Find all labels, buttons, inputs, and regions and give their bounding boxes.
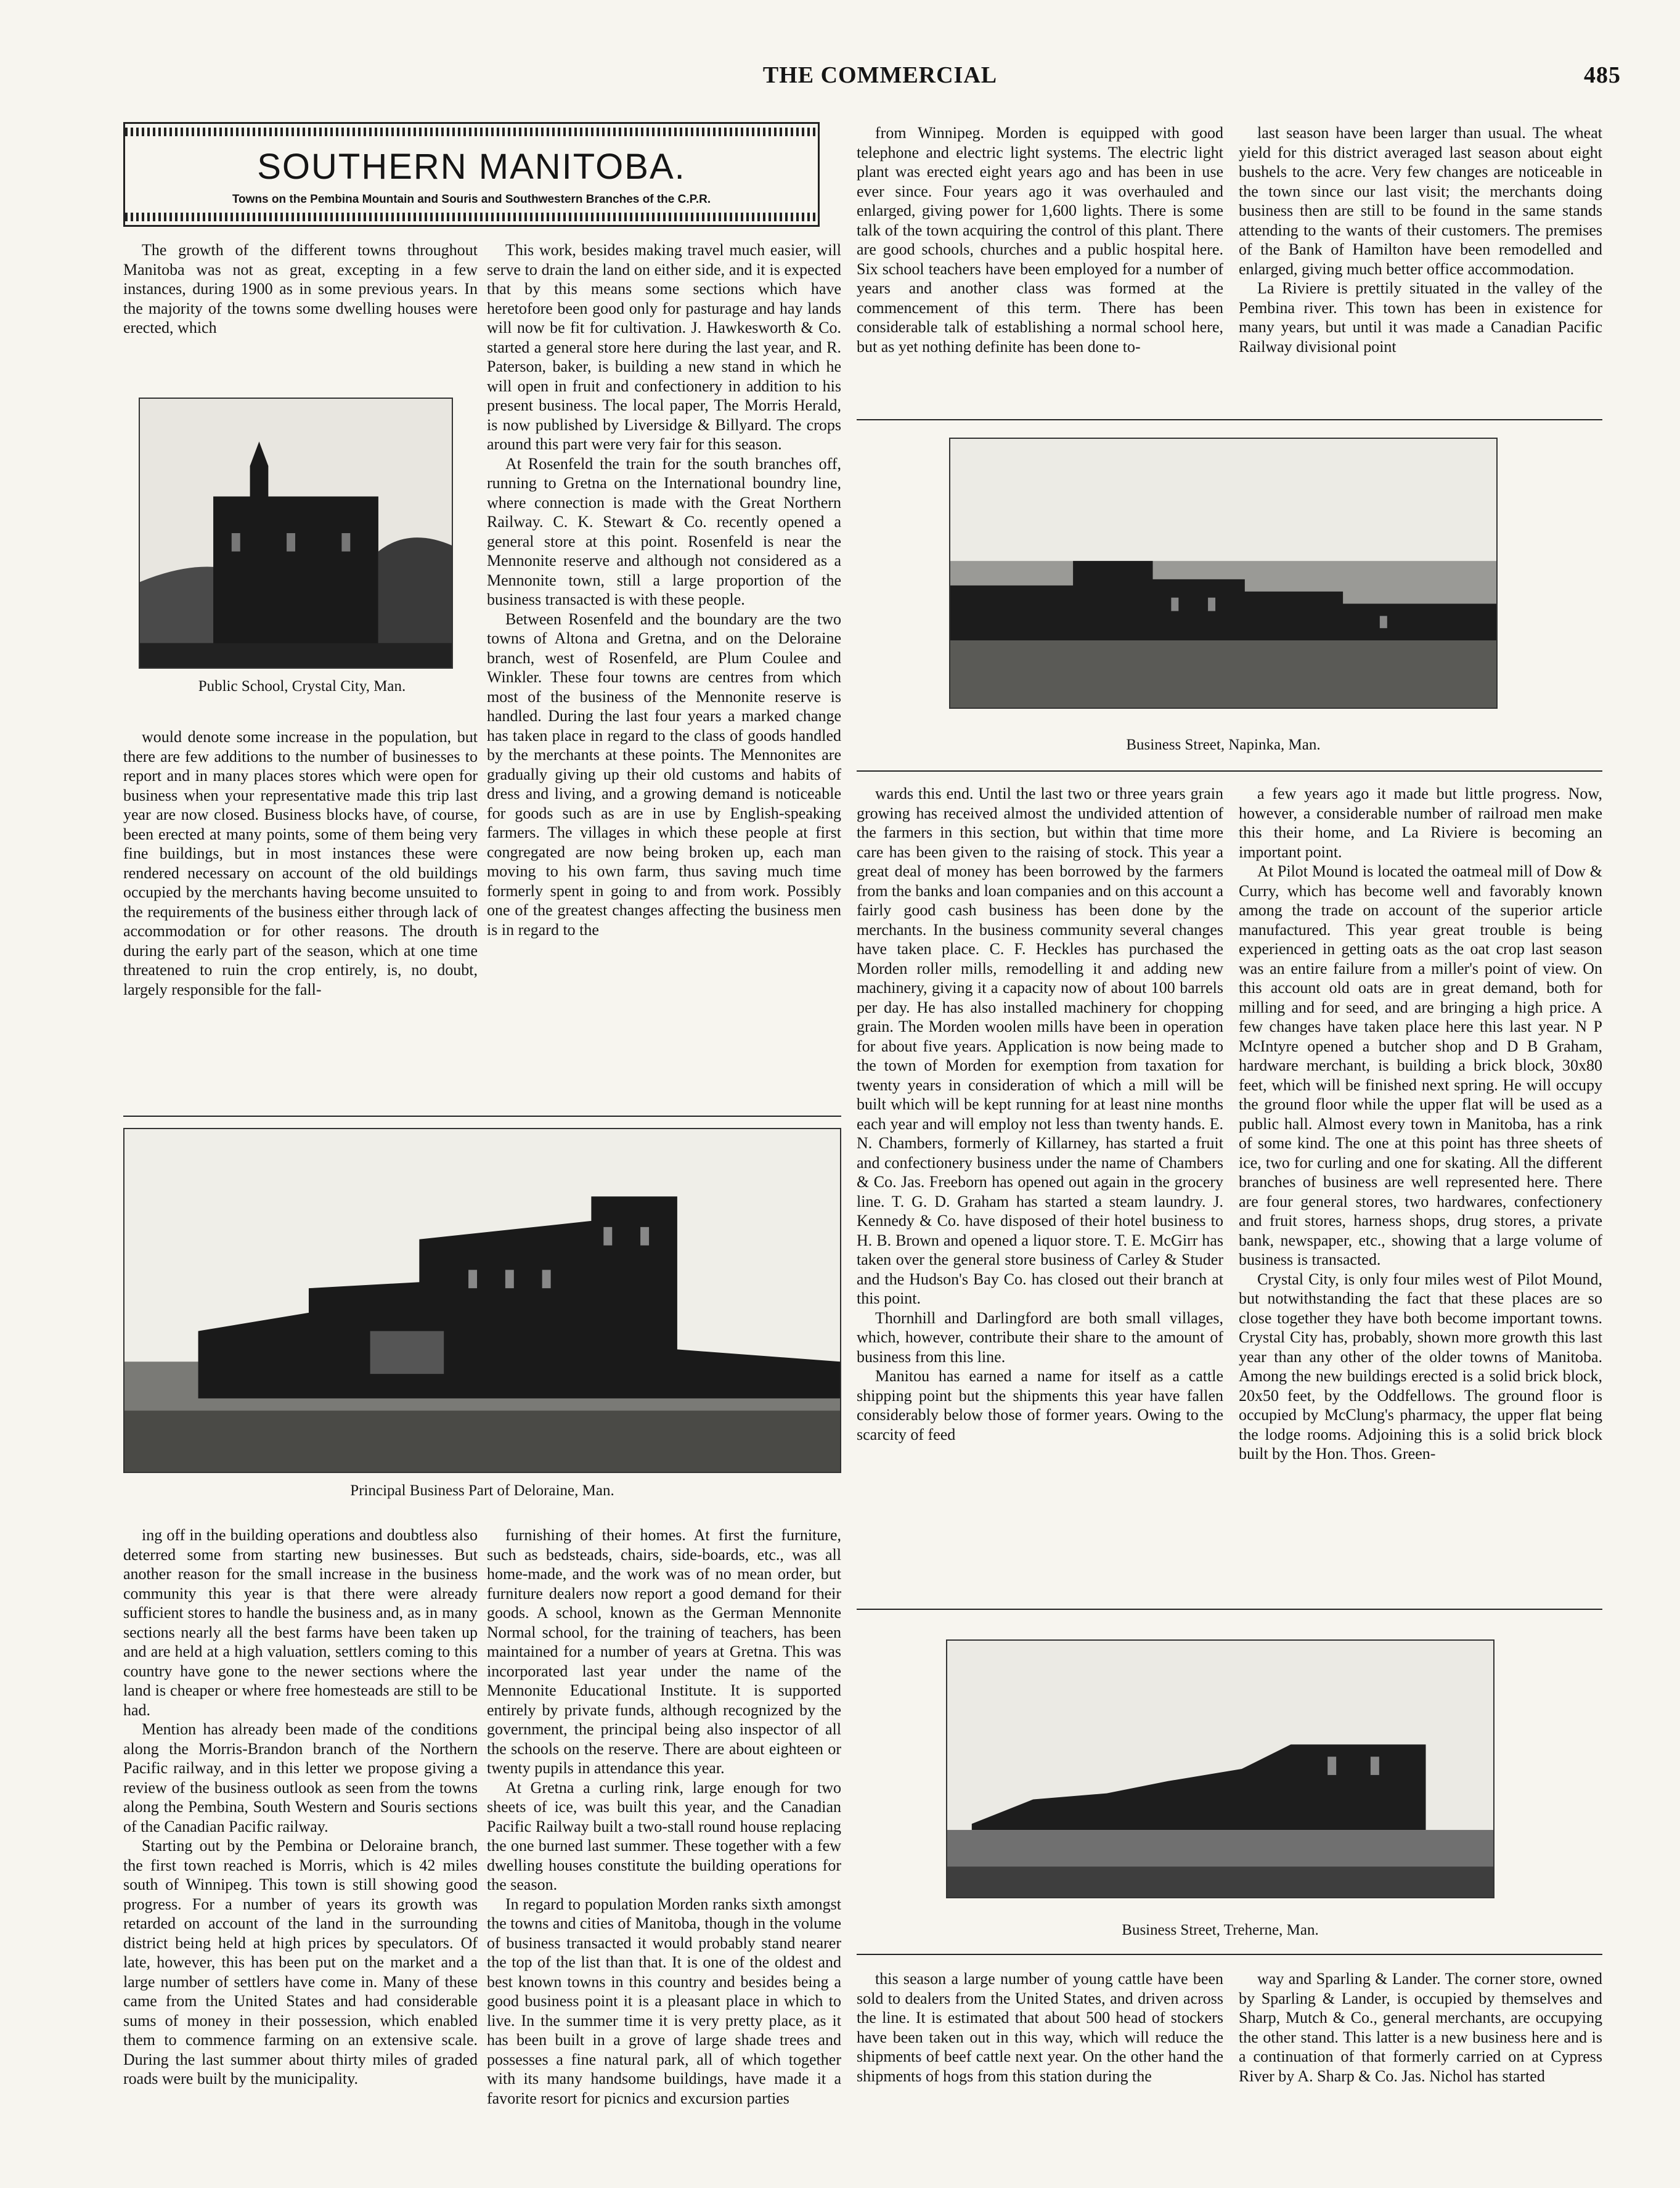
photo-napinka-street — [949, 438, 1498, 709]
paragraph: Mention has already been made of the conditions along the Morris-Brandon branch of the Northern Pacific railway, and in this letter we propose giving a review of the business outlook as seen from the towns along the Pembina, South Western and Souris sections of the Canadian Pacific railway. — [123, 1720, 478, 1835]
column-1-text-top — [123, 240, 478, 388]
column-3-text-middle — [857, 784, 1223, 1601]
column-4-text-middle — [1239, 784, 1602, 1601]
column-3-text-top — [857, 123, 1223, 413]
paragraph: The growth of the different towns throughout Manitoba was not as great, excepting in a few instances, during 1900 as in some previous years. In the majority of the towns some dwelling houses were erected, which — [123, 241, 478, 337]
rule-napinka-top — [857, 419, 1602, 420]
column-4-text-bottom — [1239, 1969, 1602, 2148]
column-1-text-middle — [123, 727, 478, 1100]
headline-banner — [123, 122, 820, 227]
paragraph: would denote some increase in the population, but there are few additions to the number of businesses to report and in many places stores which were open for business when your representative made this trip last year are now closed. Business blocks have, of course, been erected at many points, some of them being very fine buildings, but in most instances these were rendered necessary on account of the old buildings occupied by the merchants having become unsuited to the requirements of the business either through lack of accommodation or for other reasons. The drouth during the early part of the season, which at one time threatened to ruin the crop entirely, is, no doubt, largely responsible for the fall- — [123, 728, 478, 998]
caption-deloraine: Principal Business Part of Deloraine, Man. — [350, 1482, 614, 1499]
subheadline: Towns on the Pembina Mountain and Souris and Southwestern Branches of the C.P.R. — [232, 193, 711, 206]
caption-crystal-city: Public School, Crystal City, Man. — [198, 678, 406, 695]
banner-top-ornament — [125, 128, 818, 136]
column-3-text-bottom — [857, 1969, 1223, 2148]
paragraph: way and Sparling & Lander. The corner store, owned by Sparling & Lander, is occupied by themselves and Sharp, Mutch & Co., general merchants, are occupying the other stand. This latter is a new business here and is a continuation of that formerly carried on at Cypress River by A. Sharp & Co. Jas. Nichol has started — [1239, 1970, 1602, 2085]
page-number: 485 — [1584, 62, 1621, 88]
paragraph: a few years ago it made but little progress. Now, however, a considerable number of railroad men make this their home, and La Riviere is becoming an important point. — [1239, 785, 1602, 861]
rule-treherne-bottom — [857, 1954, 1602, 1955]
column-1-text-bottom — [123, 1525, 478, 2148]
paragraph: La Riviere is prettily situated in the valley of the Pembina river. This town has been in existence for many years, but until it was made a Canadian Pacific Railway divisional point — [1239, 279, 1602, 356]
paragraph: Thornhill and Darlingford are both small villages, which, however, contribute their share to the amount of business from this line. — [857, 1308, 1223, 1366]
paragraph: Starting out by the Pembina or Deloraine branch, the first town reached is Morris, which is 42 miles south of Winnipeg. This town is still showing good progress. For a number of years its growth was retarded on account of the land in the surrounding district being held at high prices by speculators. Of late, however, this has been put on the market and a large number of settlers have come in. Many of these came from the United States and had considerable sums of money in their possession, which enabled them to commence farming on an extensive scale. During the last summer about thirty miles of graded roads were built by the municipality. — [123, 1837, 478, 2088]
rule-napinka-bottom — [857, 770, 1602, 772]
paragraph: At Rosenfeld the train for the south branches off, running to Gretna on the International boundry line, where connection is made with the Great Northern Railway. C. K. Stewart & Co. recently opened a general store at this point. Rosenfeld is near the Mennonite reserve and although not considered as a Mennonite town, still a large proportion of the business transacted is with these people. — [487, 454, 841, 608]
paragraph: This work, besides making travel much easier, will serve to drain the land on either side, and it is expected that by this means some sections which have heretofore been good only for pasturage and hay lands will now be fit for cultivation. J. Hawkesworth & Co. started a general store here during the last year, and R. Paterson, baker, is building a new stand in which he will open in fruit and confectionery in addition to his present business. The local paper, The Morris Herald, is now published by Liversidge & Billyard. The crops around this part were very fair for this season. — [487, 241, 841, 453]
column-2-text-bottom — [487, 1525, 841, 2148]
paragraph: wards this end. Until the last two or three years grain growing has received almost the undivided attention of the farmers in this section, but within that time more care has been given to the raising of stock. This year a great deal of money has been borrowed by the farmers from the banks and loan companies and on this account a fairly good cash business has been done by the merchants. In the business community several changes have taken place. C. F. Heckles has purchased the Morden roller mills, remodelling it and adding new machinery, giving it a capacity now of about 100 barrels per day. He has also installed machinery for chopping grain. The Morden woolen mills have been in operation for about five years. Application is now being made to the town of Morden for exemption from taxation for twenty years in consideration of which a mill will be built which will be kept running for at least nine months each year and will employ not less than twenty hands. E. N. Chambers, formerly of Killarney, has started a fruit and confectionery business under the name of Chambers & Co. Jas. Freeborn has opened out again in the grocery line. T. G. D. Graham has started a steam laundry. J. Kennedy & Co. have disposed of their hotel business to H. B. Brown and opened a liquor store. T. E. McGirr has taken over the general store business of Carley & Studer and the Hudson's Bay Co. has closed out their branch at this point. — [857, 785, 1223, 1307]
column-4-text-top — [1239, 123, 1602, 413]
paragraph: At Pilot Mound is located the oatmeal mill of Dow & Curry, which has become well and favorably known among the trade on account of the superior article manufactured. This year great trouble is being experienced in getting oats as the oat crop last season was an entire failure from a miller's point of view. On this account old oats are in great demand, both for milling and for seed, and are bringing a high price. A few changes have taken place here this last year. N P McIntyre opened a butcher shop and D B Graham, hardware merchant, is building a brick block, 30x80 feet, which will be finished next spring. He will occupy the ground floor while the upper flat will be used as a public hall. Almost every town in Manitoba, has a rink of some kind. The one at this point has three sheets of ice, two for curling and one for skating. All the different branches of business are well represented here. There are four general stores, two hardwares, confectionery and fruit stores, harness shops, drug stores, a private bank, newspaper, etc., showing that a large volume of business is transacted. — [1239, 862, 1602, 1268]
rule-deloraine-top — [123, 1116, 841, 1117]
paragraph: from Winnipeg. Morden is equipped with good telephone and electric light systems. The electric light plant was erected eight years ago and has been in use ever since. Four years ago it was overhauled and enlarged, giving power for 1,600 lights. There is some talk of the town acquiring the control of this plant. There are good schools, churches and a public hospital here. Six school teachers have been employed for a number of years and another class was formed at the commencement of this term. There has been considerable talk of establishing a normal school here, but as yet nothing definite has been done to- — [857, 124, 1223, 356]
photo-crystal-city-school — [139, 398, 453, 669]
paragraph: furnishing of their homes. At first the furniture, such as bedsteads, chairs, side-boards, etc., was all home-made, and the work was of no mean order, but furniture dealers now report a good demand for their goods. A school, known as the German Mennonite Normal school, for the training of teachers, has been maintained for a number of years at Gretna. This was incorporated last year under the name of the Mennonite Educational Institute. It is supported entirely by private funds, although recognized by the government, the principal being also inspector of all the schools on the reserve. There are about eighteen or twenty pupils in attendance this year. — [487, 1526, 841, 1777]
headline: SOUTHERN MANITOBA. — [257, 147, 686, 187]
paragraph: Between Rosenfeld and the boundary are the two towns of Altona and Gretna, and on the Deloraine branch, west of Rosenfeld, are Plum Coulee and Winkler. These four towns are centres from which most of the business of the Mennonite reserve is handled. During the last four years a marked change has taken place in regard to the class of goods handled by the merchants at these points. The Mennonites are gradually giving up their old customs and habits of dress and living, and a growing demand is noticeable for goods such as are in use by English-speaking farmers. The villages in which these people at first congregated are now being broken up, each man moving to his own farm, thus saving much time formerly spent in going to and from work. Possibly one of the greatest changes affecting the business men is in regard to the — [487, 610, 841, 939]
column-2-text-top — [487, 240, 841, 1100]
paragraph: Manitou has earned a name for itself as a cattle shipping point but the shipments this year have fallen considerably below those of former years. Owing to the scarcity of feed — [857, 1367, 1223, 1443]
paragraph: ing off in the building operations and doubtless also deterred some from starting new businesses. But another reason for the small increase in the business community this year is that there were already sufficient stores to handle the business and, as in many sections nearly all the best farms have been taken up and are held at a high valuation, settlers coming to this country have gone to the newer sections where the land is cheaper or where free homesteads are still to be had. — [123, 1526, 478, 1719]
paragraph: last season have been larger than usual. The wheat yield for this district averaged last season about eight bushels to the acre. Very few changes are noticeable in the town since our last visit; the merchants doing business then are still to be found in the same stands attending to the wants of their customers. The premises of the Bank of Hamilton have been remodelled and enlarged, giving much better office accommodation. — [1239, 124, 1602, 278]
paragraph: this season a large number of young cattle have been sold to dealers from the United States, and driven across the line. It is estimated that about 500 head of stockers have been taken out in this way, which will reduce the shipments of beef cattle next year. On the other hand the shipments of hogs from this station during the — [857, 1970, 1223, 2085]
photo-deloraine-business-part — [123, 1128, 841, 1473]
paragraph: At Gretna a curling rink, large enough for two sheets of ice, was built this year, and the Canadian Pacific Railway built a two-stall round house replacing the one burned last summer. These together with a few dwelling houses constitute the building operations for the season. — [487, 1778, 841, 1893]
paragraph: In regard to population Morden ranks sixth amongst the towns and cities of Manitoba, though in the volume of business transacted it would probably stand nearer the top of the list than that. It is one of the oldest and best known towns in this country and besides being a good business point it is a pleasant place in which to live. In the summer time it is very pretty place, as it has been built in a grove of large shade trees and possesses a fine natural park, all of which together with its many handsome buildings, have made it a favorite resort for picnics and excursion parties — [487, 1895, 841, 2107]
rule-treherne-top — [857, 1609, 1602, 1610]
running-header-title: THE COMMERCIAL — [762, 62, 998, 88]
paragraph: Crystal City, is only four miles west of Pilot Mound, but notwithstanding the fact that these places are so close together they have both become important towns. Crystal City has, probably, shown more growth this last year than any other of the older towns of Manitoba. Among the new buildings erected is a solid brick block, 20x50 feet, by the Oddfellows. The ground floor is occupied by McClung's pharmacy, the upper flat being the lodge rooms. Adjoining this is a solid brick block built by the Hon. Thos. Green- — [1239, 1270, 1602, 1463]
caption-napinka: Business Street, Napinka, Man. — [1126, 737, 1321, 753]
banner-bottom-ornament — [125, 213, 818, 221]
photo-treherne-street — [946, 1639, 1494, 1898]
caption-treherne: Business Street, Treherne, Man. — [1122, 1922, 1319, 1938]
